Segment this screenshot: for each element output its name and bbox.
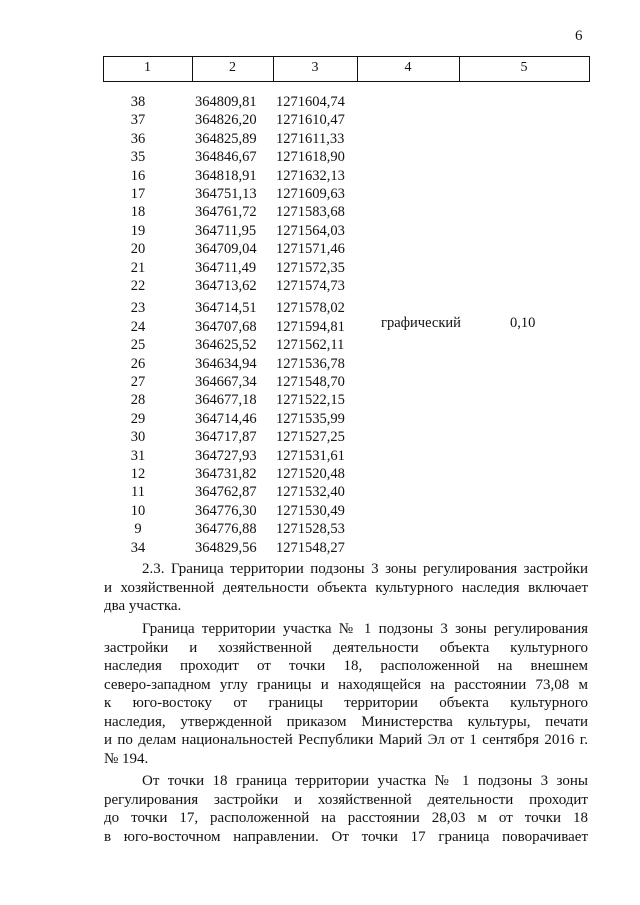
x-coordinate: 364634,94 (195, 355, 257, 372)
point-number: 37 (130, 112, 146, 129)
y-coordinate: 1271562,11 (276, 337, 345, 354)
y-coordinate: 1271572,35 (276, 259, 345, 276)
table-row (0, 278, 640, 298)
point-number: 19 (130, 222, 146, 239)
x-coordinate: 364714,51 (195, 300, 257, 317)
point-number: 17 (130, 186, 146, 202)
table-row (0, 223, 640, 243)
table-row (0, 186, 640, 206)
table-row (0, 204, 640, 224)
point-number: 29 (130, 410, 146, 427)
table-row (0, 429, 640, 449)
point-number: 28 (130, 392, 146, 409)
x-coordinate: 364826,20 (195, 112, 257, 129)
point-number: 25 (130, 337, 146, 354)
text-line: и по делам национальностей Республики Марий Эл от 1 сентября 2016 г. (104, 732, 588, 748)
point-number: 36 (130, 130, 146, 147)
text-line: От точки 18 граница территории участка № 1 подзоны 3 зоны (142, 773, 588, 789)
y-coordinate: 1271528,53 (276, 521, 345, 538)
x-coordinate: 364751,13 (195, 186, 257, 202)
text-line: в юго-восточном направлении. От точки 17 граница поворачивает (104, 828, 588, 845)
point-number: 10 (130, 502, 146, 519)
y-coordinate: 1271527,25 (276, 429, 345, 446)
table-row (0, 503, 640, 523)
x-coordinate: 364731,82 (195, 466, 257, 482)
x-coordinate: 364776,88 (195, 521, 257, 538)
text-line: № 194. (104, 750, 149, 767)
point-number: 30 (130, 429, 146, 446)
y-coordinate: 1271610,47 (276, 112, 345, 129)
text-line: регулирования застройки и хозяйственной деятельности проходит (104, 791, 588, 808)
point-number: 21 (130, 259, 146, 276)
point-number: 38 (130, 94, 146, 110)
x-coordinate: 364711,49 (195, 259, 257, 276)
y-coordinate: 1271609,63 (276, 186, 345, 202)
table-row (0, 300, 640, 320)
point-number: 24 (130, 318, 146, 335)
point-number: 26 (130, 355, 146, 372)
text-line: к юго-востоку от границы территории объекта культурного (104, 695, 588, 711)
y-coordinate: 1271611,33 (276, 130, 345, 147)
page-number: 6 (575, 28, 583, 44)
text-line: застройки и хозяйственной деятельности объекта культурного (104, 639, 588, 656)
y-coordinate: 1271564,03 (276, 222, 345, 239)
x-coordinate: 364829,56 (195, 539, 257, 556)
table-row (0, 131, 640, 151)
x-coordinate: 364818,91 (195, 167, 257, 184)
method-cell: графический (381, 315, 461, 331)
y-coordinate: 1271520,48 (276, 466, 345, 482)
text-line: до точки 17, расположенной на расстоянии 28,03 м от точки 18 (104, 810, 588, 826)
y-coordinate: 1271574,73 (276, 278, 345, 294)
y-coordinate: 1271531,61 (276, 447, 345, 464)
column-header-3: 3 (311, 60, 319, 75)
x-coordinate: 364707,68 (195, 318, 257, 335)
y-coordinate: 1271536,78 (276, 355, 345, 372)
point-number: 11 (131, 484, 145, 501)
table-row (0, 149, 640, 169)
table-header (103, 56, 590, 82)
x-coordinate: 364717,87 (195, 429, 257, 446)
point-number: 22 (130, 278, 146, 294)
x-coordinate: 364711,95 (195, 222, 257, 239)
table-row (0, 112, 640, 132)
y-coordinate: 1271535,99 (276, 410, 345, 427)
table-row (0, 260, 640, 280)
y-coordinate: 1271548,27 (276, 539, 345, 556)
x-coordinate: 364846,67 (195, 149, 257, 166)
table-row (0, 337, 640, 357)
y-coordinate: 1271532,40 (276, 484, 345, 501)
table-row (0, 540, 640, 560)
x-coordinate: 364677,18 (195, 392, 257, 409)
x-coordinate: 364713,62 (195, 278, 257, 294)
paragraph-boundary-start (104, 620, 588, 768)
column-header-1: 1 (144, 60, 151, 75)
text-line: Граница территории участка № 1 подзоны 3 зоны регулирования (142, 621, 588, 637)
x-coordinate: 364809,81 (195, 94, 257, 110)
y-coordinate: 1271530,49 (276, 502, 345, 519)
y-coordinate: 1271618,90 (276, 149, 345, 166)
column-divider (589, 57, 590, 81)
table-row (0, 356, 640, 376)
y-coordinate: 1271522,15 (276, 392, 345, 409)
point-number: 35 (130, 149, 146, 166)
point-number: 23 (130, 300, 146, 317)
x-coordinate: 364714,46 (195, 410, 257, 427)
column-header-2: 2 (229, 60, 236, 75)
table-row (0, 94, 640, 114)
table-row (0, 466, 640, 486)
table-row (0, 411, 640, 431)
table-row (0, 448, 640, 468)
y-coordinate: 1271578,02 (276, 300, 345, 317)
point-number: 31 (130, 447, 146, 464)
point-number: 34 (130, 539, 146, 556)
x-coordinate: 364625,52 (195, 337, 257, 354)
table-row (0, 374, 640, 394)
table-row (0, 168, 640, 188)
text-line: два участка. (104, 598, 182, 614)
point-number: 16 (130, 167, 146, 184)
point-number: 18 (130, 204, 146, 221)
x-coordinate: 364727,93 (195, 447, 257, 464)
x-coordinate: 364762,87 (195, 484, 257, 501)
x-coordinate: 364709,04 (195, 241, 257, 258)
y-coordinate: 1271583,68 (276, 204, 345, 221)
point-number: 9 (134, 521, 142, 538)
column-header-5: 5 (520, 60, 528, 75)
text-line: наследия проходит от точки 18, расположенной на внешнем (104, 658, 588, 674)
text-line: наследия, утвержденной приказом Министерства культуры, печати (104, 713, 588, 730)
y-coordinate: 1271548,70 (276, 374, 345, 390)
table-row (0, 319, 640, 339)
point-number: 12 (130, 466, 146, 482)
y-coordinate: 1271571,46 (276, 241, 345, 258)
x-coordinate: 364761,72 (195, 204, 257, 221)
table-row (0, 241, 640, 261)
x-coordinate: 364667,34 (195, 374, 257, 390)
text-line: 2.3. Граница территории подзоны 3 зоны регулирования застройки (142, 561, 588, 577)
column-header-4: 4 (404, 60, 412, 75)
x-coordinate: 364776,30 (195, 502, 257, 519)
table-row (0, 521, 640, 541)
text-line: северо-западном углу границы и находящейся на расстоянии 73,08 м (104, 676, 588, 693)
paragraph-2-3 (104, 560, 588, 616)
accuracy-cell: 0,10 (510, 315, 536, 331)
x-coordinate: 364825,89 (195, 130, 257, 147)
table-row (0, 392, 640, 412)
point-number: 20 (130, 241, 146, 258)
y-coordinate: 1271604,74 (276, 94, 345, 110)
table-row (0, 484, 640, 504)
y-coordinate: 1271594,81 (276, 318, 345, 335)
text-line: и хозяйственной деятельности объекта культурного наследия включает (104, 579, 588, 596)
point-number: 27 (130, 374, 146, 390)
paragraph-boundary-path (104, 772, 588, 846)
y-coordinate: 1271632,13 (276, 167, 345, 184)
